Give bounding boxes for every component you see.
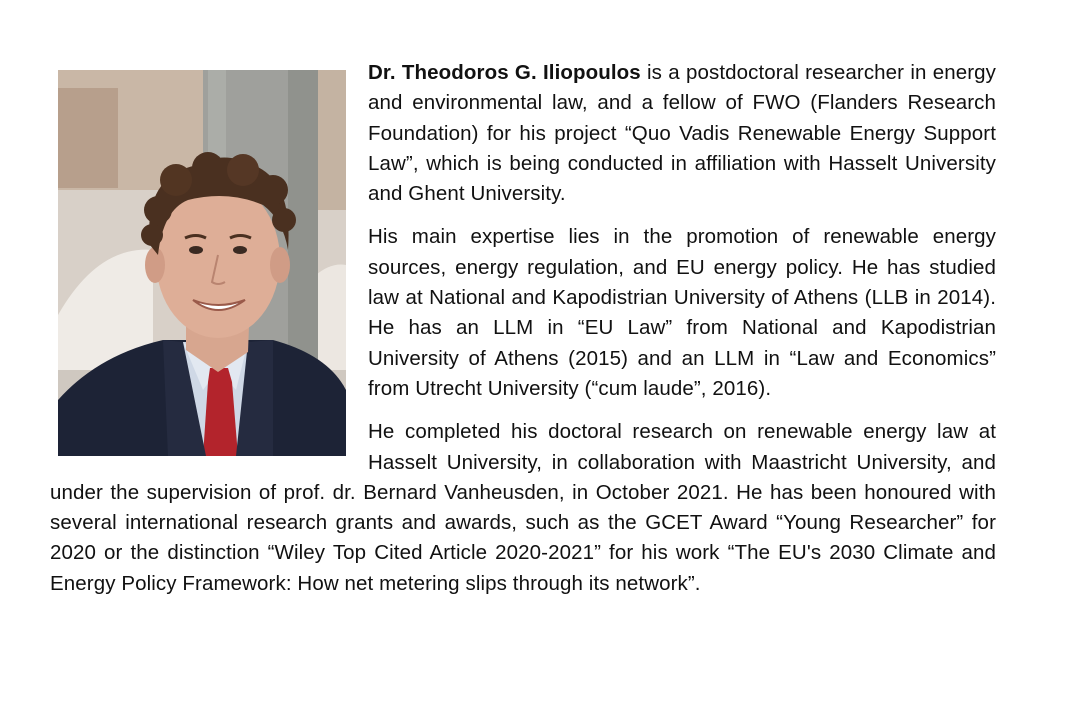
researcher-name: Dr. Theodoros G. Iliopoulos xyxy=(368,61,641,84)
bio-paragraph-2: His main expertise lies in the promotion of renewable energy sources, energy regulation, and EU energy policy. He has studied law at National and Kapodistrian University of Athens (LLB in 2014). He has an LLM in “EU Law” from National and Kapodistrian University of Athens (2015) and an LLM in “Law and Economics” from Utrecht University (“cum laude”, 2016). xyxy=(368,225,996,400)
bio-paragraph-3: He completed his doctoral research on renewable energy law at Hasselt University, in collaboration with Maastricht University, and under the supervision of prof. dr. Bernard Vanheusden, in October 2021. He has been honoured with several international research grants and awards, such as the GCET Award “Young Researcher” for 2020 or the distinction “Wiley Top Cited Article 2020-2021” for his work “The EU's 2030 Climate and Energy Policy Framework: How net metering slips through its network”. xyxy=(50,420,996,595)
biography-text xyxy=(50,58,996,599)
photo-wrap-spacer xyxy=(50,58,368,470)
bio-paragraph-1-text: is a postdoctoral researcher in energy and environmental law, and a fellow of FWO (Flanders Research Foundation) for his project “Quo Vadis Renewable Energy Support Law”, which is being conducted in affiliation with Hasselt University and Ghent University. xyxy=(368,61,996,206)
